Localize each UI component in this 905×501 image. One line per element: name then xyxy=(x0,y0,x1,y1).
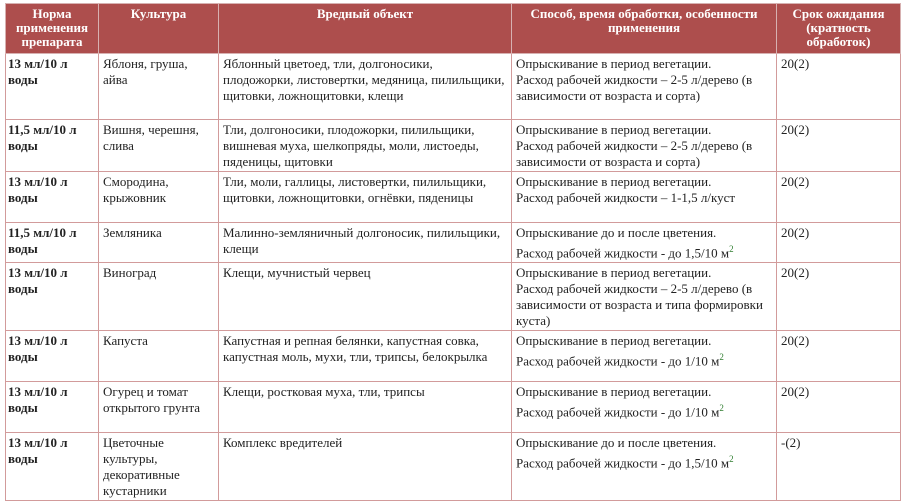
method-line2 xyxy=(516,451,771,471)
table-row xyxy=(6,331,901,382)
cell-norm: 13 мл/10 л воды xyxy=(6,433,99,501)
method-line2 xyxy=(516,241,771,261)
cell-wait: 20(2) xyxy=(777,223,901,263)
superscript-mark: 2 xyxy=(729,454,734,465)
method-line2: Расход рабочей жидкости – 2-5 л/дерево (в зависимости от возраста и типа формировки куста) xyxy=(516,281,763,329)
method-line2-text: Расход рабочей жидкости - до 1,5/10 м xyxy=(516,245,730,261)
cell-crop: Огурец и томат открытого грунта xyxy=(99,382,219,433)
cell-wait: 20(2) xyxy=(777,120,901,172)
cell-crop: Вишня, черешня, слива xyxy=(99,120,219,172)
method-line2 xyxy=(516,400,771,420)
cell-norm: 11,5 мл/10 л воды xyxy=(6,223,99,263)
cell-pest: Малинно-земляничный долгоносик, пилильщики, клещи xyxy=(219,223,512,263)
method-line1: Опрыскивание в период вегетации. xyxy=(516,265,712,281)
cell-wait: 20(2) xyxy=(777,54,901,120)
cell-crop: Смородина, крыжовник xyxy=(99,172,219,223)
method-line2: Расход рабочей жидкости – 2-5 л/дерево (в зависимости от возраста и сорта) xyxy=(516,72,753,103)
cell-pest: Клещи, ростковая муха, тли, трипсы xyxy=(219,382,512,433)
method-line2 xyxy=(516,349,771,369)
table-row xyxy=(6,172,901,223)
cell-method xyxy=(512,331,777,382)
cell-norm: 13 мл/10 л воды xyxy=(6,382,99,433)
cell-pest: Комплекс вредителей xyxy=(219,433,512,501)
cell-pest: Клещи, мучнистый червец xyxy=(219,263,512,331)
cell-crop: Капуста xyxy=(99,331,219,382)
cell-pest: Яблонный цветоед, тли, долгоносики, плодожорки, листовертки, медяница, пилильщики, щитовки, ложнощитовки, клещи xyxy=(219,54,512,120)
cell-wait: -(2) xyxy=(777,433,901,501)
cell-norm: 13 мл/10 л воды xyxy=(6,263,99,331)
cell-method xyxy=(512,172,777,223)
cell-norm: 13 мл/10 л воды xyxy=(6,331,99,382)
header-norm: Норма применения препарата xyxy=(6,4,99,54)
table-row xyxy=(6,120,901,172)
cell-method xyxy=(512,263,777,331)
cell-pest: Тли, долгоносики, плодожорки, пилильщики, вишневая муха, шелкопряды, моли, листоеды, пяденицы, щитовки xyxy=(219,120,512,172)
cell-wait: 20(2) xyxy=(777,263,901,331)
cell-method xyxy=(512,120,777,172)
table-row xyxy=(6,382,901,433)
header-pest: Вредный объект xyxy=(219,4,512,54)
method-line2-text: Расход рабочей жидкости - до 1/10 м xyxy=(516,404,720,420)
cell-method xyxy=(512,54,777,120)
header-crop: Культура xyxy=(99,4,219,54)
cell-pest: Тли, моли, галлицы, листовертки, пилильщики, щитовки, ложнощитовки, огнёвки, пяденицы xyxy=(219,172,512,223)
cell-wait: 20(2) xyxy=(777,382,901,433)
superscript-mark: 2 xyxy=(719,352,724,363)
cell-crop: Виноград xyxy=(99,263,219,331)
method-line2-text: Расход рабочей жидкости - до 1/10 м xyxy=(516,353,720,369)
cell-crop: Цветочные культуры, декоративные кустарники xyxy=(99,433,219,501)
method-line1: Опрыскивание в период вегетации. xyxy=(516,122,712,137)
header-wait: Срок ожидания (кратность обработок) xyxy=(777,4,901,54)
method-line1: Опрыскивание в период вегетации. xyxy=(516,333,712,349)
cell-wait: 20(2) xyxy=(777,331,901,382)
cell-norm: 11,5 мл/10 л воды xyxy=(6,120,99,172)
method-line2: Расход рабочей жидкости – 1-1,5 л/куст xyxy=(516,190,736,205)
table-row xyxy=(6,433,901,501)
table-row xyxy=(6,54,901,120)
cell-crop: Земляника xyxy=(99,223,219,263)
method-line1: Опрыскивание в период вегетации. xyxy=(516,384,712,400)
method-line1: Опрыскивание до и после цветения. xyxy=(516,225,717,240)
method-line2: Расход рабочей жидкости – 2-5 л/дерево (в зависимости от возраста и сорта) xyxy=(516,138,753,169)
header-method: Способ, время обработки, особенности применения xyxy=(512,4,777,54)
treatment-table xyxy=(5,3,901,501)
table-row xyxy=(6,223,901,263)
cell-crop: Яблоня, груша, айва xyxy=(99,54,219,120)
cell-norm: 13 мл/10 л воды xyxy=(6,172,99,223)
cell-method xyxy=(512,382,777,433)
cell-method xyxy=(512,433,777,501)
header-row xyxy=(6,4,901,54)
superscript-mark: 2 xyxy=(719,403,724,414)
superscript-mark: 2 xyxy=(729,244,734,254)
cell-method xyxy=(512,223,777,263)
cell-pest: Капустная и репная белянки, капустная совка, капустная моль, мухи, тли, трипсы, белокрылка xyxy=(219,331,512,382)
method-line2-text: Расход рабочей жидкости - до 1,5/10 м xyxy=(516,455,730,471)
method-line1: Опрыскивание до и после цветения. xyxy=(516,435,717,451)
cell-wait: 20(2) xyxy=(777,172,901,223)
method-line1: Опрыскивание в период вегетации. xyxy=(516,56,712,71)
cell-norm: 13 мл/10 л воды xyxy=(6,54,99,120)
method-line1: Опрыскивание в период вегетации. xyxy=(516,174,712,189)
table-row xyxy=(6,263,901,331)
